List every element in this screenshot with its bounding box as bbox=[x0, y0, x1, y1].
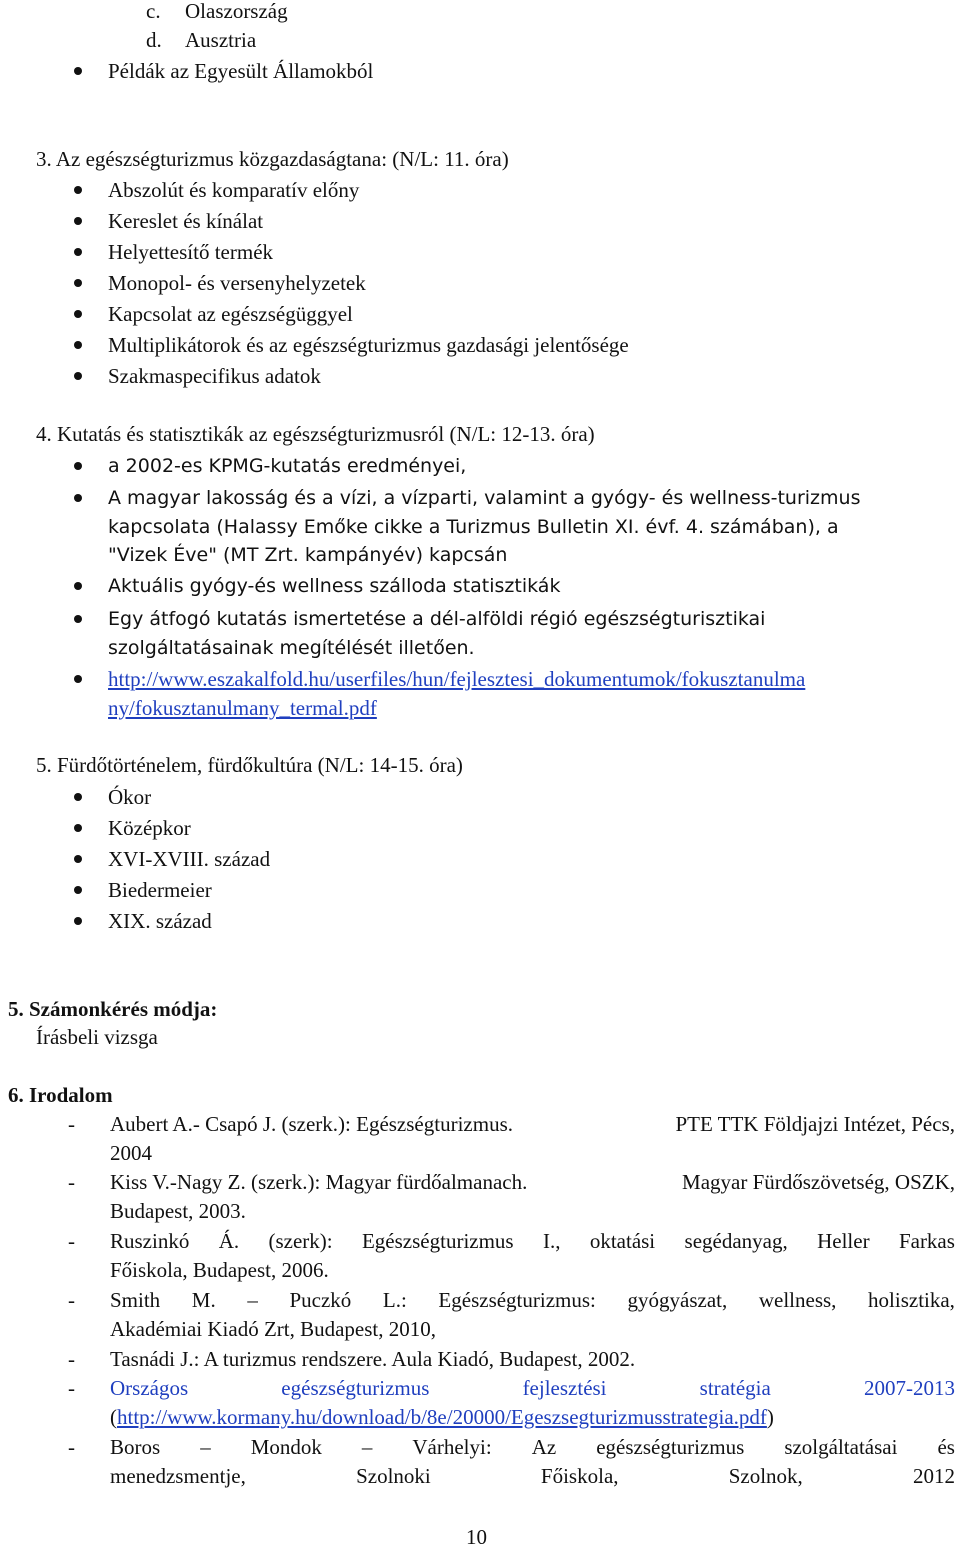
ref-word: egészségturizmus bbox=[281, 1376, 430, 1400]
list-item-continuation: "Vizek Éve" (MT Zrt. kampányév) kapcsán bbox=[108, 544, 508, 566]
list-item: Ókor bbox=[108, 785, 152, 809]
ref-text: PTE TTK Földjajzi Intézet, Pécs, bbox=[675, 1112, 955, 1136]
dash-marker: - bbox=[68, 1112, 75, 1136]
exam-text: Írásbeli vizsga bbox=[36, 1025, 158, 1049]
list-item: Egy átfogó kutatás ismertetése a dél-alföldi régió egészségturisztikai bbox=[108, 608, 766, 630]
section-5-title: 5. Fürdőtörténelem, fürdőkultúra (N/L: 14-15. óra) bbox=[36, 753, 463, 777]
page-number: 10 bbox=[466, 1525, 487, 1549]
list-item: A magyar lakosság és a vízi, a vízparti, valamint a gyógy- és wellness-turizmus bbox=[108, 487, 861, 509]
ref-word: – bbox=[200, 1435, 211, 1459]
list-item: a 2002-es KPMG-kutatás eredményei, bbox=[108, 455, 467, 477]
ref-word: Farkas bbox=[898, 1229, 955, 1253]
list-item: Aktuális gyógy-és wellness szálloda statisztikák bbox=[108, 575, 561, 597]
reference-2-continuation: Budapest, 2003. bbox=[110, 1199, 246, 1223]
bullet-icon bbox=[74, 793, 82, 801]
ref-word: Ruszinkó bbox=[110, 1229, 190, 1253]
ref-word: Országos bbox=[110, 1376, 189, 1400]
bullet-icon bbox=[74, 824, 82, 832]
bullet-icon bbox=[74, 67, 82, 75]
ref-word: szolgáltatásai bbox=[784, 1435, 898, 1459]
ref-word: Mondok bbox=[250, 1435, 322, 1459]
list-item: Kereslet és kínálat bbox=[108, 209, 264, 233]
bullet-icon bbox=[74, 372, 82, 380]
list-item-olaszorszag: Olaszország bbox=[185, 0, 288, 23]
ref-word: – bbox=[361, 1435, 373, 1459]
ref-word: Egészségturizmus bbox=[361, 1229, 514, 1253]
bullet-icon bbox=[74, 582, 82, 590]
list-item: Multiplikátorok és az egészségturizmus gazdasági jelentősége bbox=[108, 333, 629, 357]
ref-word: Főiskola, bbox=[540, 1464, 619, 1488]
ref-word: (szerk): bbox=[268, 1229, 333, 1253]
ref-word: Az bbox=[531, 1435, 557, 1459]
bullet-icon bbox=[74, 855, 82, 863]
reference-1-continuation: 2004 bbox=[110, 1141, 152, 1165]
list-item: XVI-XVIII. század bbox=[108, 847, 271, 871]
list-item: Kapcsolat az egészségüggyel bbox=[108, 302, 353, 326]
paren-open: ( bbox=[110, 1405, 117, 1429]
ref-text: Magyar Fürdőszövetség, OSZK, bbox=[682, 1170, 955, 1194]
dash-marker: - bbox=[68, 1229, 75, 1253]
list-marker-d: d. bbox=[146, 28, 162, 52]
ref-word: gyógyászat, bbox=[627, 1288, 728, 1312]
bullet-icon bbox=[74, 310, 82, 318]
list-item: Szakmaspecifikus adatok bbox=[108, 364, 321, 388]
dash-marker: - bbox=[68, 1435, 75, 1459]
list-marker-c: c. bbox=[146, 0, 161, 23]
ref-word: fejlesztési bbox=[522, 1376, 607, 1400]
ref-word: holisztika, bbox=[868, 1288, 955, 1312]
ref-word: – bbox=[247, 1288, 258, 1312]
ref-word: M. bbox=[191, 1288, 216, 1312]
list-item: Abszolút és komparatív előny bbox=[108, 178, 360, 202]
bullet-icon bbox=[74, 217, 82, 225]
ref-word: Puczkó bbox=[289, 1288, 352, 1312]
ref-word: 2007-2013 bbox=[863, 1376, 955, 1400]
bullet-icon bbox=[74, 248, 82, 256]
dash-marker: - bbox=[68, 1347, 75, 1371]
reference-7-continuation bbox=[110, 1461, 955, 1491]
ref-word: egészségturizmus bbox=[596, 1435, 745, 1459]
ref-word: stratégia bbox=[699, 1376, 771, 1400]
ref-word: oktatási bbox=[589, 1229, 656, 1253]
bullet-icon bbox=[74, 917, 82, 925]
reference-3 bbox=[110, 1226, 955, 1256]
reference-4-continuation: Akadémiai Kiadó Zrt, Budapest, 2010, bbox=[110, 1317, 437, 1341]
bullet-icon bbox=[74, 886, 82, 894]
bullet-icon bbox=[74, 494, 82, 502]
list-item: Monopol- és versenyhelyzetek bbox=[108, 271, 366, 295]
reference-2 bbox=[110, 1167, 955, 1197]
ref-word: wellness, bbox=[758, 1288, 837, 1312]
ref-word: menedzsmentje, bbox=[110, 1464, 246, 1488]
dash-marker: - bbox=[68, 1288, 75, 1312]
list-item-continuation: szolgáltatásainak megítélését illetően. bbox=[108, 637, 475, 659]
eszakalfold-link-continuation[interactable]: ny/fokusztanulmany_termal.pdf bbox=[108, 696, 377, 720]
reference-6 bbox=[110, 1373, 955, 1403]
list-item: Helyettesítő termék bbox=[108, 240, 274, 264]
ref-word: Egészségturizmus: bbox=[438, 1288, 596, 1312]
bullet-icon bbox=[74, 279, 82, 287]
ref-word: Á. bbox=[218, 1229, 240, 1253]
reference-3-continuation: Főiskola, Budapest, 2006. bbox=[110, 1258, 329, 1282]
list-item: Középkor bbox=[108, 816, 191, 840]
ref-word: 2012 bbox=[912, 1464, 955, 1488]
literature-heading: 6. Irodalom bbox=[8, 1083, 113, 1107]
ref-word: Szolnoki bbox=[356, 1464, 431, 1488]
bullet-icon bbox=[74, 341, 82, 349]
ref-word: I., bbox=[542, 1229, 561, 1253]
ref-word: Várhelyi: bbox=[412, 1435, 492, 1459]
ref-word: segédanyag, bbox=[684, 1229, 788, 1253]
reference-7 bbox=[110, 1432, 955, 1462]
reference-4 bbox=[110, 1285, 955, 1315]
reference-1 bbox=[110, 1109, 955, 1139]
kormany-strategy-link[interactable]: http://www.kormany.hu/download/b/8e/20000/Egeszsegturizmusstrategia.pdf bbox=[117, 1405, 767, 1429]
ref-text: Aubert A.- Csapó J. (szerk.): Egészségturizmus. bbox=[110, 1112, 513, 1136]
paren-close: ) bbox=[766, 1405, 774, 1429]
ref-text: Kiss V.-Nagy Z. (szerk.): Magyar fürdőalmanach. bbox=[110, 1170, 528, 1194]
section-4-title: 4. Kutatás és statisztikák az egészségturizmusról (N/L: 12-13. óra) bbox=[36, 422, 595, 446]
bullet-icon bbox=[74, 675, 82, 683]
ref-word: Szolnok, bbox=[728, 1464, 803, 1488]
list-item-ausztria: Ausztria bbox=[185, 28, 257, 52]
ref-word: és bbox=[937, 1435, 955, 1459]
list-item-examples: Példák az Egyesült Államokból bbox=[108, 59, 374, 83]
ref-word: Heller bbox=[817, 1229, 870, 1253]
dash-marker: - bbox=[68, 1170, 75, 1194]
bullet-icon bbox=[74, 186, 82, 194]
list-item: XIX. század bbox=[108, 909, 212, 933]
ref-word: L.: bbox=[382, 1288, 407, 1312]
list-item: Biedermeier bbox=[108, 878, 212, 902]
reference-6-continuation bbox=[110, 1402, 774, 1432]
ref-word: Smith bbox=[110, 1288, 161, 1312]
bullet-icon bbox=[74, 615, 82, 623]
bullet-icon bbox=[74, 462, 82, 470]
ref-word: Boros bbox=[110, 1435, 161, 1459]
exam-heading: 5. Számonkérés módja: bbox=[8, 997, 218, 1021]
dash-marker: - bbox=[68, 1376, 75, 1400]
reference-5: Tasnádi J.: A turizmus rendszere. Aula Kiadó, Budapest, 2002. bbox=[110, 1347, 636, 1371]
list-item-continuation: kapcsolata (Halassy Emőke cikke a Turizmus Bulletin XI. évf. 4. számában), a bbox=[108, 516, 839, 538]
eszakalfold-link[interactable]: http://www.eszakalfold.hu/userfiles/hun/fejlesztesi_dokumentumok/fokusztanulma bbox=[108, 667, 806, 691]
section-3-title: 3. Az egészségturizmus közgazdaságtana: (N/L: 11. óra) bbox=[36, 147, 509, 171]
